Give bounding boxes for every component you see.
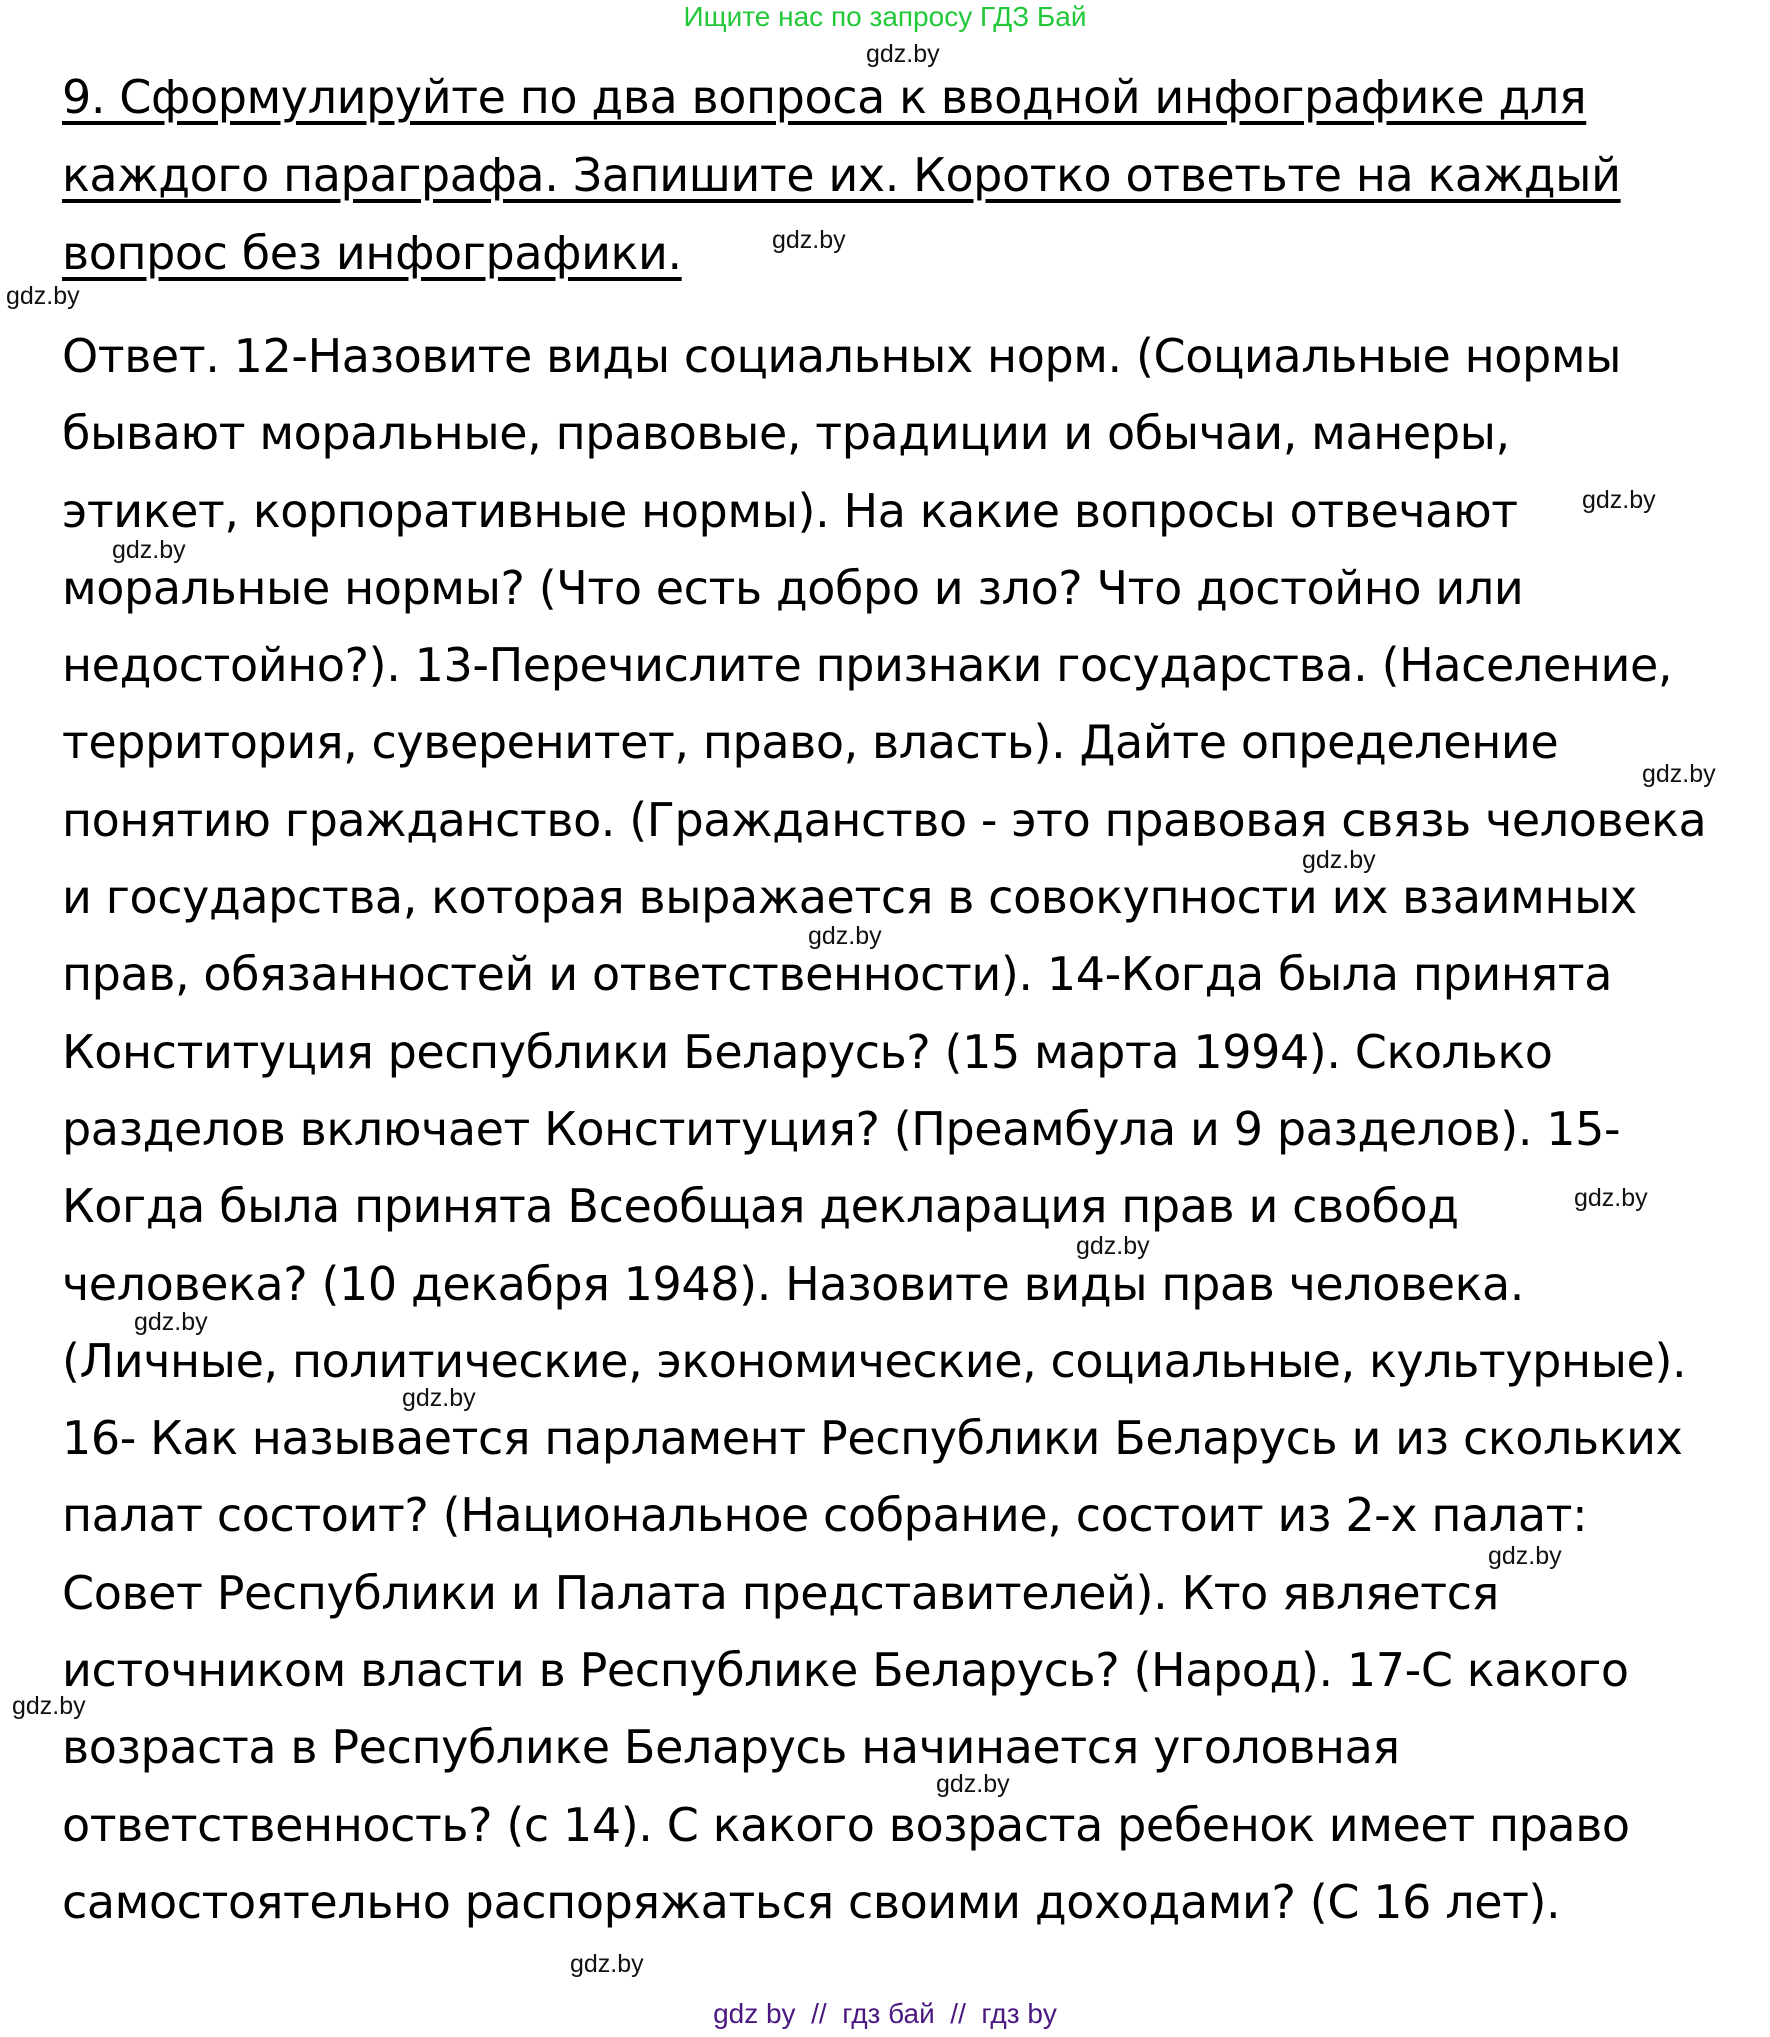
answer-line: Совет Республики и Палата представителей). Кто является xyxy=(62,1565,1499,1620)
answer-line: этикет, корпоративные нормы). На какие вопросы отвечают xyxy=(62,483,1518,538)
watermark: gdz.by xyxy=(12,1692,86,1720)
watermark: gdz.by xyxy=(570,1950,644,1978)
answer-line: (Личные, политические, экономические, социальные, культурные). xyxy=(62,1333,1687,1388)
watermark: gdz.by xyxy=(936,1770,1010,1798)
answer-line: ответственность? (с 14). С какого возраста ребенок имеет право xyxy=(62,1797,1630,1852)
watermark: gdz.by xyxy=(772,226,846,254)
answer-line: самостоятельно распоряжаться своими доходами? (С 16 лет). xyxy=(62,1874,1561,1929)
answer-line: территория, суверенитет, право, власть). Дайте определение xyxy=(62,715,1559,770)
answer-line: недостойно?). 13-Перечислите признаки государства. (Население, xyxy=(62,638,1673,693)
watermark: gdz.by xyxy=(1574,1184,1648,1212)
answer-line: Ответ. 12-Назовите виды социальных норм. (Социальные нормы xyxy=(62,329,1622,383)
answer-line: моральные нормы? (Что есть добро и зло? Что достойно или xyxy=(62,560,1524,615)
answer-line: прав, обязанностей и ответственности). 14-Когда была принята xyxy=(62,947,1612,1002)
answer-line: 16- Как называется парламент Республики Беларусь и из скольких xyxy=(62,1411,1683,1466)
watermark: gdz.by xyxy=(402,1384,476,1412)
watermark: gdz.by xyxy=(1076,1232,1150,1260)
task-line: каждого параграфа. Запишите их. Коротко ответьте на каждый xyxy=(62,148,1621,202)
watermark: gdz.by xyxy=(6,282,80,310)
watermark: gdz.by xyxy=(1302,846,1376,874)
search-banner: Ищите нас по запросу ГДЗ Бай xyxy=(683,1,1087,32)
answer-line: палат состоит? (Национальное собрание, состоит из 2-х палат: xyxy=(62,1488,1588,1543)
watermark: gdz.by xyxy=(1642,760,1716,788)
watermark: gdz.by xyxy=(1582,486,1656,514)
footer-links: gdz by // гдз бай // гдз by xyxy=(713,1998,1057,2029)
watermark: gdz.by xyxy=(112,536,186,564)
answer-text xyxy=(62,318,1762,1941)
watermark: gdz.by xyxy=(134,1308,208,1336)
watermark: gdz.by xyxy=(808,922,882,950)
watermark: gdz.by xyxy=(866,40,940,68)
task-heading xyxy=(62,58,1762,292)
answer-line: Конституция республики Беларусь? (15 марта 1994). Сколько xyxy=(62,1024,1553,1079)
answer-line: возраста в Республике Беларусь начинается уголовная xyxy=(62,1720,1400,1775)
answer-line: и государства, которая выражается в совокупности их взаимных xyxy=(62,870,1637,925)
answer-line: бывают моральные, правовые, традиции и обычаи, манеры, xyxy=(62,406,1510,461)
answer-line: Когда была принята Всеобщая декларация прав и свобод xyxy=(62,1179,1459,1234)
task-line: 9. Сформулируйте по два вопроса к вводной инфографике для xyxy=(62,70,1587,124)
answer-line: разделов включает Конституция? (Преамбула и 9 разделов). 15- xyxy=(62,1101,1621,1156)
answer-line: понятию гражданство. (Гражданство - это правовая связь человека xyxy=(62,792,1707,847)
answer-line: источником власти в Республике Беларусь? (Народ). 17-С какого xyxy=(62,1643,1629,1698)
watermark: gdz.by xyxy=(1488,1542,1562,1570)
task-line: вопрос без инфографики. xyxy=(62,226,682,280)
answer-line: человека? (10 декабря 1948). Назовите виды прав человека. xyxy=(62,1256,1525,1311)
